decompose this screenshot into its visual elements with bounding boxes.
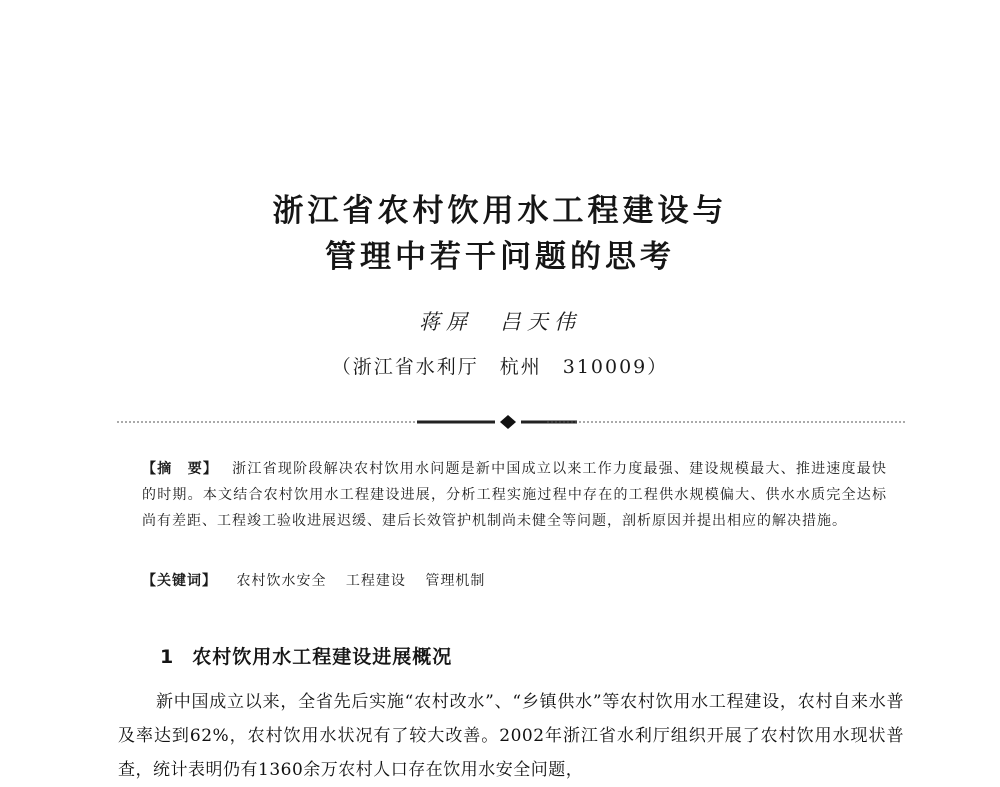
keyword-item: 农村饮水安全 <box>236 573 327 589</box>
affiliation: （浙江省水利厅 杭州 310009） <box>331 356 669 378</box>
abstract-text: 浙江省现阶段解决农村饮用水问题是新中国成立以来工作力度最强、建设规模最大、推进速度最快的时期。本文结合农村饮用水工程建设进展，分析工程实施过程中存在的工程供水规模偏大、供水水质完全达标尚有差距、工程竣工验收进展迟缓、建后长效管护机制尚未健全等问题，剖析原因并提出相应的解决措施。 <box>142 461 887 529</box>
abstract <box>142 456 887 534</box>
paper-title <box>0 188 1000 280</box>
body-paragraph: 新中国成立以来，全省先后实施“农村改水”、“乡镇供水”等农村饮用水工程建设，农村自来水普及率达到62%，农村饮用水状况有了较大改善。2002年浙江省水利厅组织开展了农村饮用水现状普查，统计表明仍有1360余万农村人口存在饮用水安全问题， <box>118 692 904 780</box>
keyword-item: 工程建设 <box>345 573 406 589</box>
ornament-divider <box>117 414 907 430</box>
authors: 蒋屏 吕天伟 <box>419 310 581 334</box>
section-heading <box>160 642 452 669</box>
abstract-label: 【摘 要】 <box>142 461 219 477</box>
section-number: 1 <box>160 646 175 668</box>
section-title: 农村饮用水工程建设进展概况 <box>192 646 453 668</box>
keywords-label: 【关键词】 <box>142 573 217 589</box>
keyword-item: 管理机制 <box>425 573 486 589</box>
title-line-1: 浙江省农村饮用水工程建设与 <box>272 193 728 229</box>
title-line-2: 管理中若干问题的思考 <box>325 239 675 275</box>
keywords <box>142 568 887 594</box>
